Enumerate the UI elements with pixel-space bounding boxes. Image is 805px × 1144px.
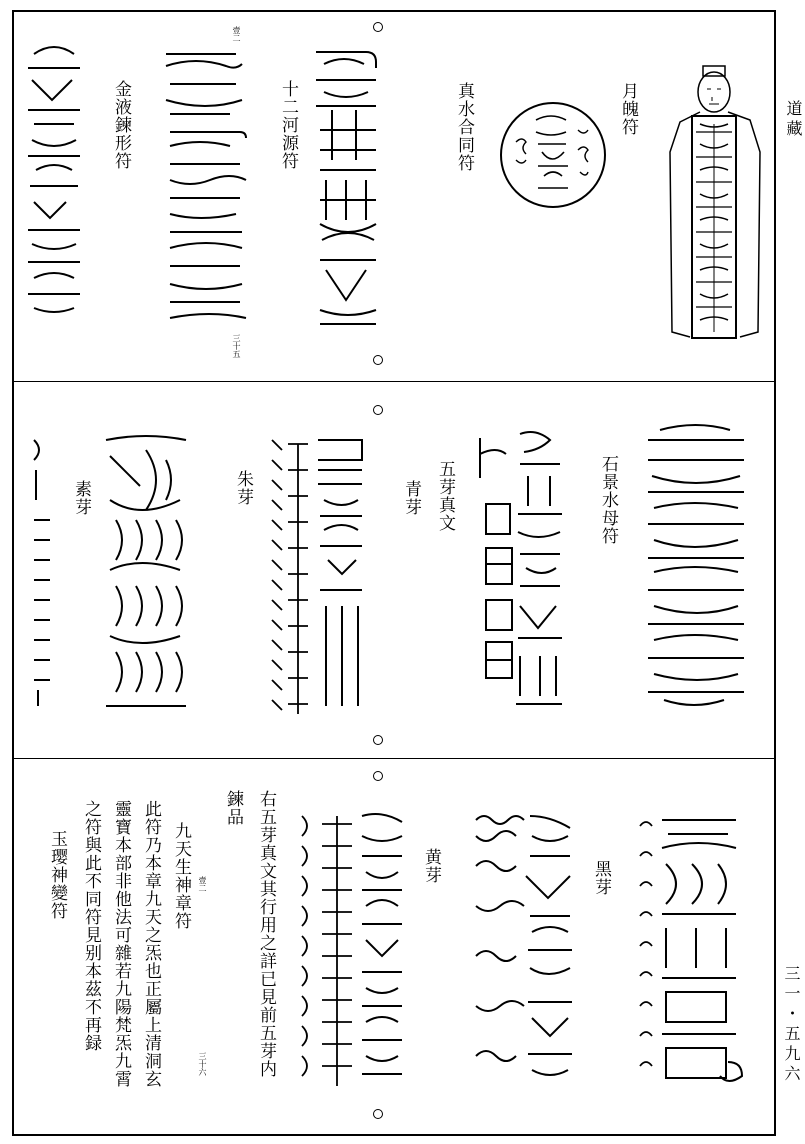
folio-mark: 三十五 <box>232 334 241 358</box>
label-su-ya: 素芽 <box>71 480 91 516</box>
folio-mark: 壹二 <box>198 876 207 892</box>
description-line-2: 靈寶本部非他法可雜若九陽梵炁九霄 <box>111 800 131 1088</box>
panel-divider-top <box>12 381 776 382</box>
note-line-2: 鍊品 <box>223 790 243 826</box>
immortal-figure <box>660 62 770 348</box>
talisman-seal-script <box>312 40 382 330</box>
label-shi-er-he-yuan-fu: 十二河源符 <box>278 80 298 170</box>
title-wang-ying-shen-bian-fu: 玉璎神變符 <box>47 830 67 920</box>
folio-mark: 壹二 <box>232 26 241 42</box>
description-line-1: 此符乃本章九天之炁也正屬上清洞玄 <box>141 800 161 1088</box>
binding-hole <box>373 735 383 745</box>
label-zhu-ya: 朱芽 <box>233 470 253 506</box>
note-line-1: 右五芽真文其行用之詳已見前五芽内 <box>256 790 276 1078</box>
folio-mark: 三十六 <box>198 1052 207 1076</box>
binding-hole <box>373 1109 383 1119</box>
label-yue-po-fu: 月魄符 <box>618 82 638 136</box>
binding-hole <box>373 355 383 365</box>
label-shi-jing-shui-mu-fu: 石景水母符 <box>598 455 618 545</box>
talisman-river-source <box>160 40 250 330</box>
talisman-shi-jing-shui-mu <box>640 420 750 710</box>
binding-hole <box>373 22 383 32</box>
label-zhen-shui-he-tong-fu: 真水合同符 <box>454 82 474 172</box>
label-jin-ye-lian-xing-fu: 金液鍊形符 <box>111 80 131 170</box>
page-number: 三一・五九六 <box>782 965 801 1085</box>
panel-divider-bottom <box>12 758 776 759</box>
binding-hole <box>373 771 383 781</box>
label-wu-ya-zhen-wen: 五芽真文 <box>435 460 455 532</box>
talisman-partial-edge <box>30 430 54 710</box>
talisman-qing-ya <box>470 424 570 714</box>
binding-hole <box>373 405 383 415</box>
book-title: 道藏 <box>784 100 803 140</box>
talisman-zhu-ya <box>268 430 368 716</box>
talisman-hei-ya <box>632 806 752 1096</box>
label-hei-ya: 黑芽 <box>591 860 611 896</box>
round-talisman <box>498 100 608 210</box>
title-jiu-tian-sheng-shen-zhang-fu: 九天生神章符 <box>171 822 191 930</box>
label-qing-ya: 青芽 <box>401 480 421 516</box>
description-line-3: 之符與此不同符見别本茲不再録 <box>81 800 101 1052</box>
talisman-wave-script <box>470 806 580 1096</box>
label-huang-ya: 黄芽 <box>421 848 441 884</box>
talisman-su-ya <box>96 430 196 716</box>
talisman-golden-liquid <box>24 44 84 316</box>
talisman-huang-ya <box>296 806 408 1096</box>
